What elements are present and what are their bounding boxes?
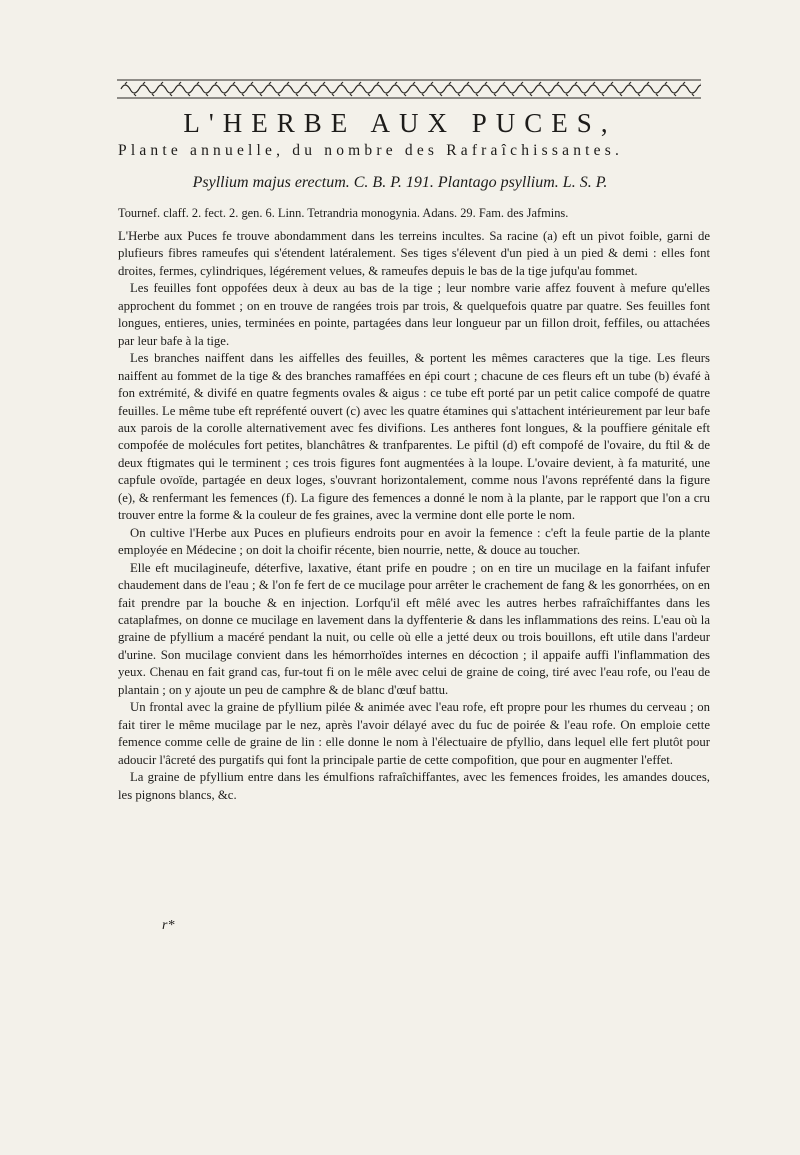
paragraph-1: L'Herbe aux Puces fe trouve abondamment dans les terreins incultes. Sa racine (a) eft un pivot foible, garni de plufieurs fibres rameufes qui s'étendent latéralement. Ses tiges s'élevent d'un pied à un pied & demi : elles font droites, fermes, cylindriques, légérement velues, & rameufes depuis le bas de la tige jufqu'au fommet. [118,229,710,278]
paragraph-4: On cultive l'Herbe aux Puces en plufieurs endroits pour en avoir la femence : c'eft la feule partie de la plante employée en Médecine ; on doit la choifir récente, bien nourrie, nette, & douce au toucher. [118,525,710,558]
paragraph-6: Un frontal avec la graine de pfyllium pilée & animée avec l'eau rofe, eft propre pour les rhumes du cerveau ; on fait tirer le même mucilage par le nez, après l'avoir délayé avec du fuc de poirée & l'eau rofe. On emploie cette femence comme celle de graine de lin : elle donne le nom à l'électuaire de pfyllio, dans lequel elle fert plutôt pour adoucir l'âcreté des purgatifs qui font la principale partie de cette compofition, que pour en augmenter l'effet. [118,700,710,767]
paragraph-7: La graine de pfyllium entre dans les émulfions rafraîchiffantes, avec les femences froides, les amandes douces, les pignons blancs, &c. [118,770,710,802]
paragraph-2: Les feuilles font oppofées deux à deux au bas de la tige ; leur nombre varie affez fouvent à mefure qu'elles approchent du fommet ; on en trouve de rangées trois par trois, & quelquefois quatre par quatre. Ses feuilles font longues, entieres, unies, terminées en pointe, partagées dans leur longueur par un fillon droit, feffiles, ou attachées par leur bafe à la tige. [118,281,710,348]
page-title: L'HERBE AUX PUCES, [183,108,617,138]
catchword: r* [162,918,175,933]
decorative-ornament-band [117,76,701,102]
classification-line: Tournef. claff. 2. fect. 2. gen. 6. Linn. Tetrandria monogynia. Adans. 29. Fam. des Jafmins. [118,206,569,220]
paragraph-5: Elle eft mucilagineufe, déterfive, laxative, étant prife en poudre ; on en tire un mucilage en la faifant infufer chaudement dans de l'eau ; & l'on fe fert de ce mucilage pour arrêter le crachement de fang & les gonorrhées, on en fait prendre par la bouche & en injection. Lorfqu'il eft mêlé avec les autres herbes rafraîchiffantes dans les cataplafmes, on donne ce mucilage en lavement dans la dyffenterie & dans les inflammations des reins. L'eau où la graine de pfyllium a macéré pendant la nuit, ou celle où elle a jetté deux ou trois bouillons, eft utile dans l'ardeur d'urine. Son mucilage convient dans les hémorrhoïdes internes en décoction ; il appaife auffi l'inflammation des yeux. Chenau en fait grand cas, fur-tout fi on le mêle avec celui de graine de coing, tiré avec l'eau rofe, ou l'eau de plantain ; on y ajoute un peu de camphre & de blanc d'œuf battu. [118,560,710,697]
botanical-synonym: Psyllium majus erectum. C. B. P. 191. Plantago psyllium. L. S. P. [192,174,608,191]
subtitle-text: Plante annuelle, du nombre des Rafraîchissantes. [118,142,624,159]
article-body [118,228,710,804]
paragraph-3: Les branches naiffent dans les aiffelles des feuilles, & portent les mêmes caracteres que la tige. Les fleurs naiffent au fommet de la tige & des branches ramaffées en épi court ; chacune de ces fleurs eft un tube (b) évafé à fon extrémité, & divifé en quatre fegments ovales & aigus : ce tube eft porté par un petit calice compofé de quatre feuilles. Le même tube eft repréfenté ouvert (c) avec les quatre étamines qui s'attachent intérieurement par leur bafe aux parois de la corolle alternativement avec fes divifions. Les antheres font longues, & la pouffiere génitale eft compofée de molécules fort petites, blanchâtres & tranfparentes. Le piftil (d) eft compofé de l'ovaire, du ftil & de deux ftigmates qui le terminent ; ces trois figures font augmentées à la loupe. L'ovaire devient, à fa maturité, une capfule ovoïde, partagée en deux loges, s'ouvrant horizontalement, comme nous l'avons repréfenté dans la figure (e), & renfermant les femences (f). La figure des femences a donné le nom à la plante, par le rapport que l'on a cru trouver entre la forme & la couleur de fes graines, avec la vermine dont elle porte le nom. [118,351,710,523]
plant-subtitle [118,142,718,160]
